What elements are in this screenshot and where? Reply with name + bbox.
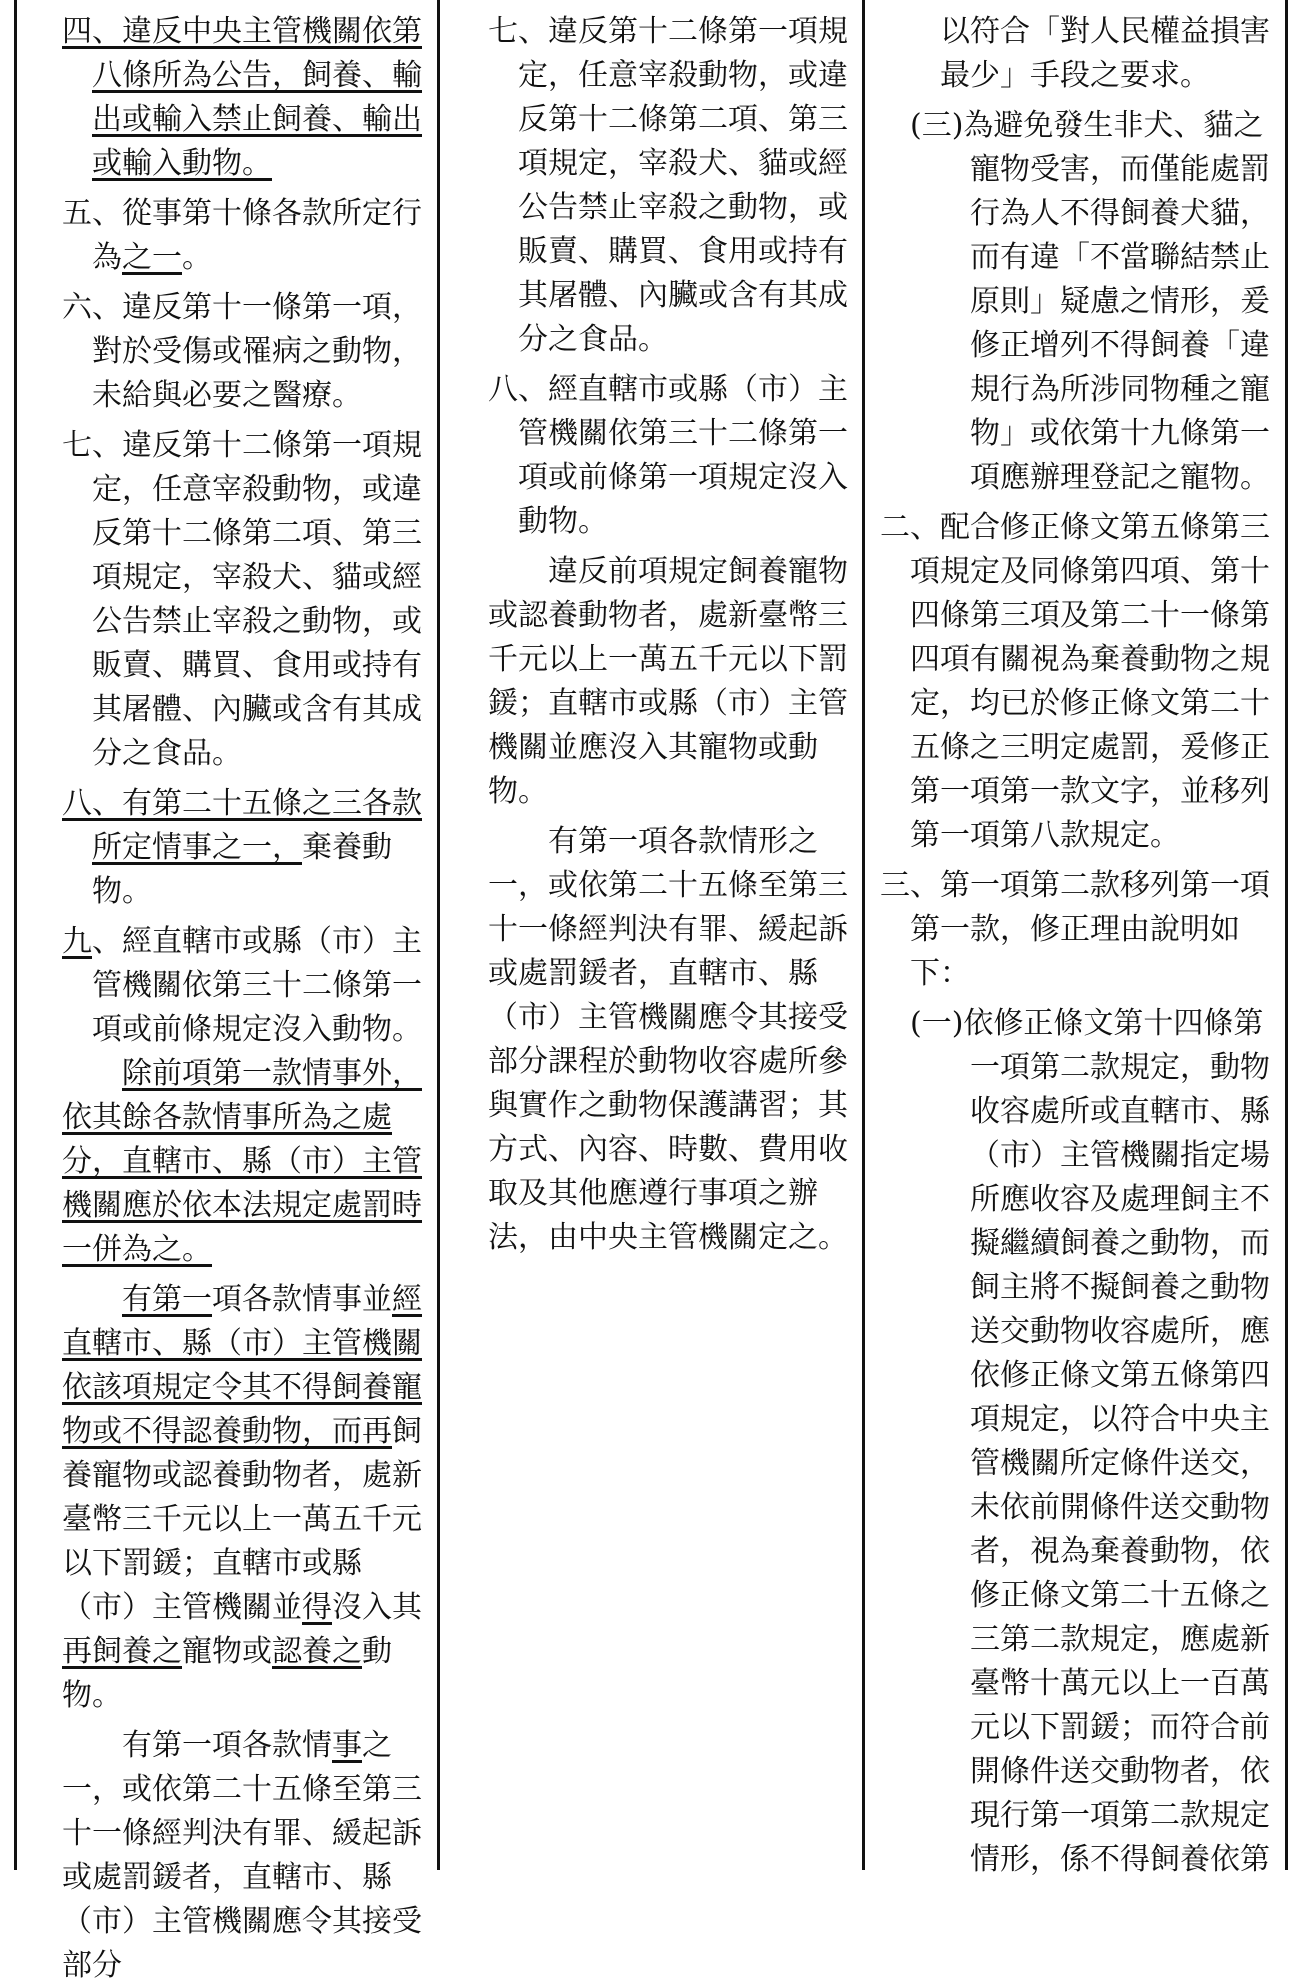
paragraph: 除前項第一款情事外，依其餘各款情事所為之處分，直轄市、縣（市）主管機關應於依本法規定處罰時一併為之。	[62, 1056, 422, 1267]
explanation-column	[880, 10, 1275, 1882]
clause-item-8: 八、有第二十五條之三各款所定情事之一，棄養動物。	[62, 786, 422, 909]
current-text-column	[488, 10, 848, 1260]
explanation-sub-1: (一)依修正條文第十四條第一項第二款規定，動物收容處所或直轄市、縣（市）主管機關指定場所應收容及處理飼主不擬繼續飼養之動物，而飼主將不擬飼養之動物送交動物收容處所，應依修正條文第五條第四項規定，以符合中央主管機關所定條件送交，未依前開條件送交動物者，視為棄養動物，依修正條文第二十五條之三第二款規定，應處新臺幣十萬元以上一百萬元以下罰鍰；而符合前開條件送交動物者，依現行第一項第二款規定情形，係不得飼養依第	[910, 1006, 1270, 1877]
column-divider	[862, 0, 865, 1870]
paragraph: 有第一項各款情形之一，或依第二十五條至第三十一條經判決有罪、緩起訴或處罰鍰者，直轄市、縣（市）主管機關應令其接受部分課程於動物收容處所參與實作之動物保護講習；其方式、內容、時數、費用收取及其他應遵行事項之辦法，由中央主管機關定之。	[488, 824, 848, 1255]
explanation-item-3: 三、第一項第二款移列第一項第一款，修正理由說明如下：	[880, 868, 1270, 991]
paragraph: 有第一項各款情事並經直轄市、縣（市）主管機關依該項規定令其不得飼養寵物或不得認養動物，而再飼養寵物或認養動物者，處新臺幣三千元以上一萬五千元以下罰鍰；直轄市或縣（市）主管機關並得沒入其再飼養之寵物或認養之動物。	[62, 1282, 422, 1713]
column-divider	[437, 0, 440, 1870]
clause-item-8: 八、經直轄市或縣（市）主管機關依第三十二條第一項或前條第一項規定沒入動物。	[488, 372, 848, 539]
clause-item-7: 七、違反第十二條第一項規定，任意宰殺動物，或違反第十二條第二項、第三項規定，宰殺犬、貓或經公告禁止宰殺之動物，或販賣、購買、食用或持有其屠體、內臟或含有其成分之食品。	[62, 428, 422, 771]
column-divider	[1285, 0, 1288, 1870]
clause-item-9: 九、經直轄市或縣（市）主管機關依第三十二條第一項或前條規定沒入動物。	[62, 924, 422, 1047]
explanation-continuation: 以符合「對人民權益損害最少」手段之要求。	[940, 14, 1270, 93]
explanation-item-2: 二、配合修正條文第五條第三項規定及同條第四項、第十四條第三項及第二十一條第四項有關視為棄養動物之規定，均已於修正條文第二十五條之三明定處罰，爰修正第一項第一款文字，並移列第一項第八款規定。	[880, 510, 1270, 853]
paragraph: 違反前項規定飼養寵物或認養動物者，處新臺幣三千元以上一萬五千元以下罰鍰；直轄市或縣（市）主管機關並應沒入其寵物或動物。	[488, 554, 848, 809]
clause-item-5: 五、從事第十條各款所定行為之一。	[62, 196, 422, 275]
explanation-sub-3: (三)為避免發生非犬、貓之寵物受害，而僅能處罰行為人不得飼養犬貓，而有違「不當聯結禁止原則」疑慮之情形，爰修正增列不得飼養「違規行為所涉同物種之寵物」或依第十九條第一項應辦理登記之寵物。	[910, 108, 1270, 495]
clause-item-6: 六、違反第十一條第一項，對於受傷或罹病之動物，未給與必要之醫療。	[62, 290, 422, 413]
clause-item-4: 四、違反中央主管機關依第八條所為公告，飼養、輸出或輸入禁止飼養、輸出或輸入動物。	[62, 14, 422, 181]
column-divider	[14, 0, 17, 1870]
clause-item-7: 七、違反第十二條第一項規定，任意宰殺動物，或違反第十二條第二項、第三項規定，宰殺犬、貓或經公告禁止宰殺之動物，或販賣、購買、食用或持有其屠體、內臟或含有其成分之食品。	[488, 14, 848, 357]
paragraph: 有第一項各款情事之一，或依第二十五條至第三十一條經判決有罪、緩起訴或處罰鍰者，直轄市、縣（市）主管機關應令其接受部分	[62, 1728, 422, 1983]
amended-text-column	[62, 10, 427, 1988]
